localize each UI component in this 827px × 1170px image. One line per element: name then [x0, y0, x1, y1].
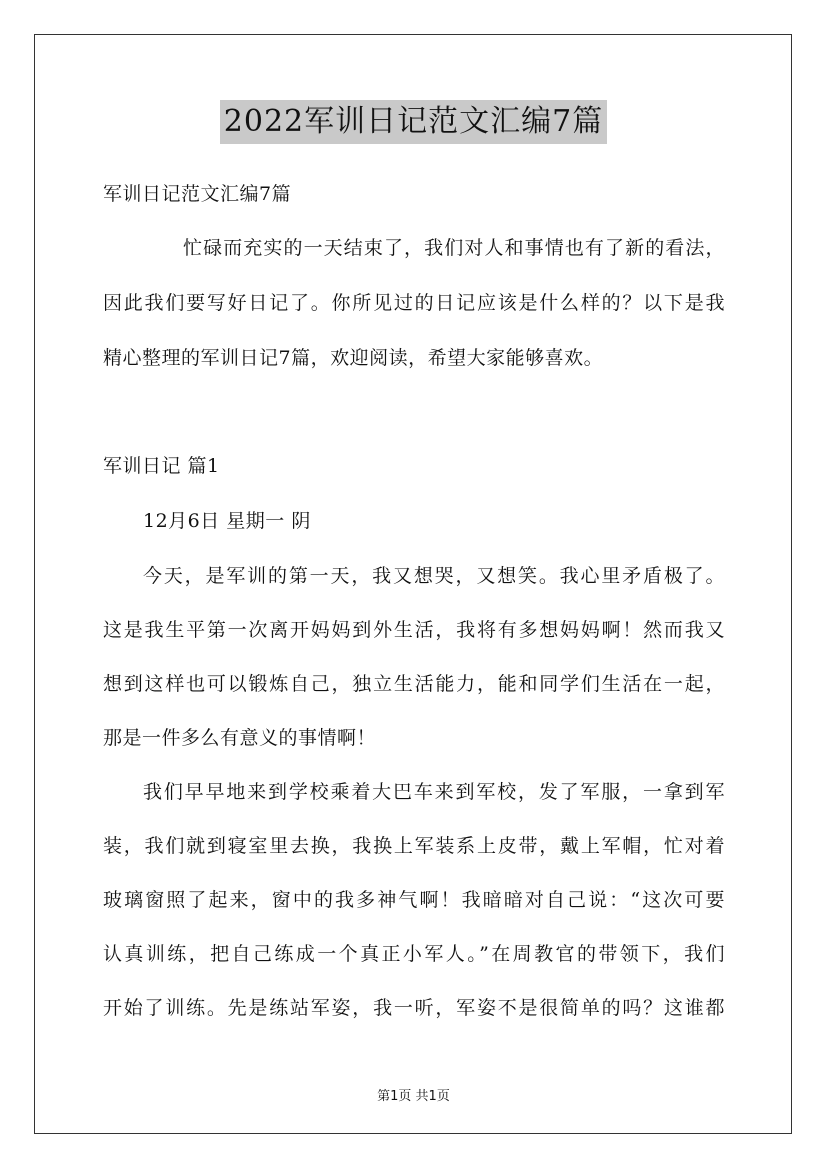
paragraph-line: 我们早早地来到学校乘着大巴车来到军校，发了军服，一拿到军 — [143, 781, 725, 803]
paragraph-line: 玻璃窗照了起来，窗中的我多神气啊！我暗暗对自己说：“这次可要 — [103, 889, 725, 911]
paragraph-line: 那是一件多么有意义的事情啊！ — [103, 727, 377, 749]
document-subtitle: 军训日记范文汇编7篇 — [103, 183, 292, 205]
paragraph-line: 想到这样也可以锻炼自己，独立生活能力，能和同学们生活在一起， — [103, 673, 725, 695]
paragraph-line: 装，我们就到寝室里去换，我换上军装系上皮带，戴上军帽，忙对着 — [103, 835, 725, 857]
intro-line: 因此我们要写好日记了。你所见过的日记应该是什么样的？以下是我 — [103, 292, 725, 314]
section-heading: 军训日记 篇1 — [103, 455, 220, 477]
intro-line: 忙碌而充实的一天结束了，我们对人和事情也有了新的看法， — [183, 237, 725, 259]
paragraph-line: 今天，是军训的第一天，我又想哭，又想笑。我心里矛盾极了。 — [143, 565, 725, 587]
paragraph-line: 这是我生平第一次离开妈妈到外生活，我将有多想妈妈啊！然而我又 — [103, 619, 725, 641]
page-number-footer: 第1页 共1页 — [377, 1089, 450, 1104]
paragraph-line: 开始了训练。先是练站军姿，我一听，军姿不是很简单的吗？这谁都 — [103, 997, 725, 1019]
intro-line: 精心整理的军训日记7篇，欢迎阅读，希望大家能够喜欢。 — [103, 347, 604, 369]
date-line: 12月6日 星期一 阴 — [143, 510, 311, 532]
title-container — [0, 100, 827, 144]
paragraph-line: 认真训练，把自己练成一个真正小军人。”在周教官的带领下，我们 — [103, 943, 725, 965]
document-title: 2022军训日记范文汇编7篇 — [220, 100, 607, 144]
